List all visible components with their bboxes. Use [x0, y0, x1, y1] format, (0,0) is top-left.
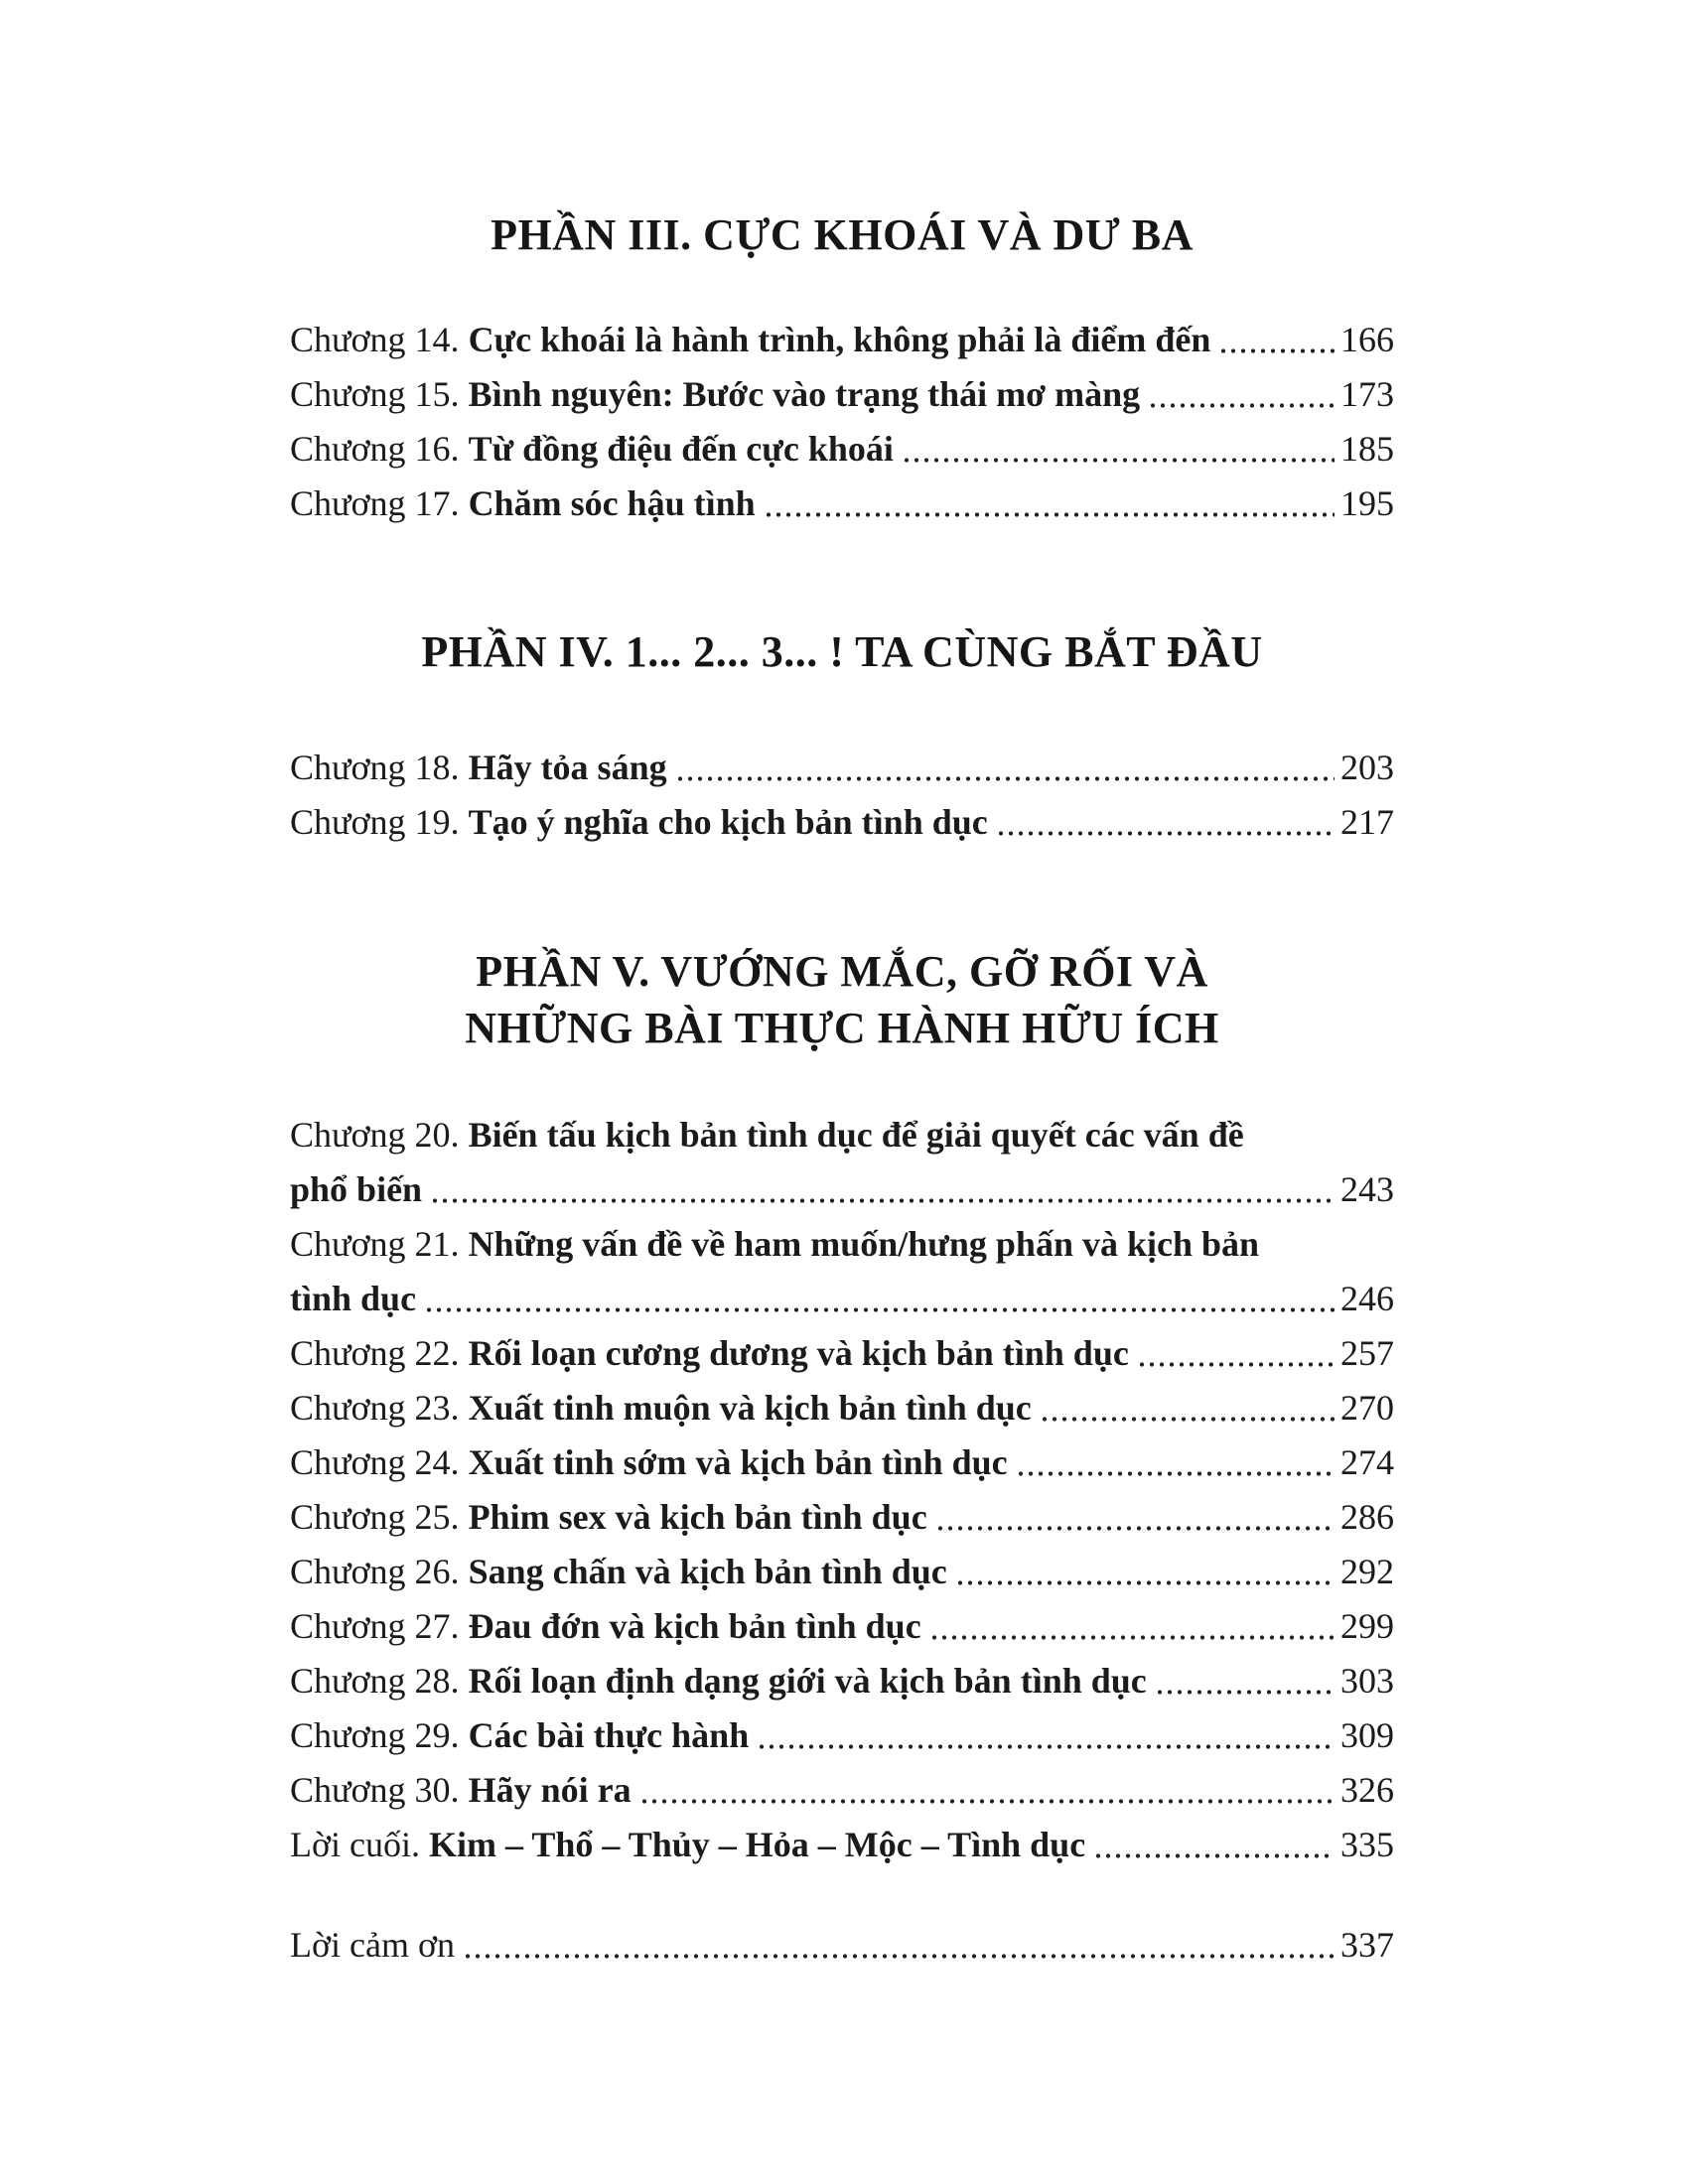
chapter-title: Hãy tỏa sáng — [468, 748, 667, 787]
dot-leader — [1091, 1818, 1335, 1872]
dot-leader — [953, 1545, 1335, 1599]
entry-line — [290, 477, 1394, 531]
chapter-label: Chương 14. — [290, 320, 469, 359]
chapter-title: Các bài thực hành — [468, 1715, 750, 1755]
dot-leader — [755, 1708, 1335, 1763]
page-number: 246 — [1340, 1279, 1394, 1318]
toc-section — [290, 623, 1394, 850]
toc-entry — [290, 477, 1394, 531]
toc-entry — [290, 1763, 1394, 1818]
chapter-title-continued: phổ biến — [290, 1169, 423, 1209]
entry-line — [290, 795, 1394, 850]
entry-line-2 — [290, 1272, 1394, 1326]
chapter-label: Chương 16. — [290, 429, 469, 469]
chapter-title: Biến tấu kịch bản tình dục để giải quyết các vấn đề — [468, 1115, 1244, 1155]
page-number: 203 — [1340, 748, 1394, 787]
page-number: 257 — [1340, 1333, 1394, 1373]
toc-entry — [290, 422, 1394, 477]
entry-line — [290, 1599, 1394, 1654]
chapter-label: Chương 27. — [290, 1606, 469, 1646]
chapter-title: Tạo ý nghĩa cho kịch bản tình dục — [468, 802, 988, 842]
toc-section — [290, 943, 1394, 1872]
page-number: 173 — [1340, 374, 1394, 414]
chapter-title: Rối loạn định dạng giới và kịch bản tình dục — [468, 1661, 1147, 1701]
chapter-label: Chương 30. — [290, 1770, 469, 1810]
chapter-title-continued: tình dục — [290, 1279, 417, 1318]
chapter-title: Cực khoái là hành trình, không phải là điểm đến — [468, 320, 1211, 359]
chapter-label: Chương 24. — [290, 1442, 469, 1482]
entry-line — [290, 1918, 1394, 1973]
chapter-label: Chương 18. — [290, 748, 469, 787]
page-number: 166 — [1340, 320, 1394, 359]
page-number: 286 — [1340, 1497, 1394, 1537]
entry-line — [290, 1545, 1394, 1599]
page-number: 274 — [1340, 1442, 1394, 1482]
entry-line — [290, 367, 1394, 422]
chapter-title: Rối loạn cương dương và kịch bản tình dục — [468, 1333, 1129, 1373]
dot-leader — [637, 1763, 1335, 1818]
toc-entry — [290, 1708, 1394, 1763]
toc-entry — [290, 1599, 1394, 1654]
page-number: 335 — [1340, 1825, 1394, 1864]
section-heading-line: PHẦN IV. 1... 2... 3... ! TA CÙNG BẮT ĐẦU — [421, 627, 1263, 676]
page-number: 292 — [1340, 1552, 1394, 1591]
entry-line-1 — [290, 1217, 1394, 1272]
dot-leader — [1216, 313, 1335, 367]
toc-entry — [290, 1108, 1394, 1217]
chapter-label: Chương 28. — [290, 1661, 469, 1701]
section-heading — [290, 623, 1394, 680]
chapter-title: Những vấn đề về ham muốn/hưng phấn và kịch bản — [468, 1224, 1260, 1264]
page-number: 217 — [1340, 802, 1394, 842]
dot-leader — [927, 1599, 1335, 1654]
toc-entry — [290, 1918, 1394, 1973]
entry-line — [290, 1708, 1394, 1763]
chapter-label: Chương 26. — [290, 1552, 469, 1591]
toc-entries — [290, 1918, 1394, 1973]
entry-line — [290, 422, 1394, 477]
entry-line — [290, 1326, 1394, 1381]
chapter-title: Sang chấn và kịch bản tình dục — [468, 1552, 947, 1591]
chapter-label: Chương 29. — [290, 1715, 469, 1755]
chapter-title: Phim sex và kịch bản tình dục — [468, 1497, 927, 1537]
dot-leader — [762, 477, 1335, 531]
chapter-title: Xuất tinh sớm và kịch bản tình dục — [468, 1442, 1008, 1482]
toc-entry — [290, 1435, 1394, 1490]
toc-entry — [290, 367, 1394, 422]
page-number: 303 — [1340, 1661, 1394, 1701]
chapter-label: Chương 21. — [290, 1224, 469, 1264]
toc-entry — [290, 1326, 1394, 1381]
section-heading — [290, 206, 1394, 263]
toc-entries — [290, 741, 1394, 850]
toc-entry — [290, 1490, 1394, 1545]
toc-entries — [290, 1108, 1394, 1872]
chapter-label: Chương 23. — [290, 1388, 469, 1428]
dot-leader — [422, 1272, 1335, 1326]
entry-line — [290, 1763, 1394, 1818]
entry-line — [290, 741, 1394, 795]
chapter-title: Đau đớn và kịch bản tình dục — [468, 1606, 921, 1646]
dot-leader — [1146, 367, 1335, 422]
entry-line — [290, 1435, 1394, 1490]
dot-leader — [1135, 1326, 1335, 1381]
entry-line-1 — [290, 1108, 1394, 1162]
entry-line — [290, 313, 1394, 367]
chapter-label: Chương 22. — [290, 1333, 469, 1373]
entry-line — [290, 1654, 1394, 1708]
chapter-title: Xuất tinh muộn và kịch bản tình dục — [468, 1388, 1032, 1428]
chapter-label: Chương 15. — [290, 374, 469, 414]
entry-line — [290, 1818, 1394, 1872]
toc-entry — [290, 1545, 1394, 1599]
entry-line — [290, 1381, 1394, 1435]
chapter-label: Chương 17. — [290, 483, 469, 523]
toc-section — [290, 1918, 1394, 1973]
page-number: 185 — [1340, 429, 1394, 469]
section-heading-line: PHẦN V. VƯỚNG MẮC, GỠ RỐI VÀ — [476, 947, 1208, 996]
toc-entry — [290, 1654, 1394, 1708]
toc-entries — [290, 313, 1394, 531]
page-number: 326 — [1340, 1770, 1394, 1810]
entry-line-2 — [290, 1162, 1394, 1217]
table-of-contents — [290, 0, 1394, 1973]
section-heading-line: PHẦN III. CỰC KHOÁI VÀ DƯ BA — [491, 210, 1194, 259]
toc-entry — [290, 1818, 1394, 1872]
dot-leader — [900, 422, 1335, 477]
chapter-label: Lời cuối. — [290, 1825, 430, 1864]
chapter-label: Chương 19. — [290, 802, 469, 842]
dot-leader — [1153, 1654, 1335, 1708]
dot-leader — [1014, 1435, 1335, 1490]
page-number: 195 — [1340, 483, 1394, 523]
section-heading — [290, 943, 1394, 1056]
entry-line — [290, 1490, 1394, 1545]
chapter-title: Từ đồng điệu đến cực khoái — [468, 429, 894, 469]
chapter-title: Chăm sóc hậu tình — [468, 483, 756, 523]
dot-leader — [994, 795, 1335, 850]
chapter-title: Kim – Thổ – Thủy – Hỏa – Mộc – Tình dục — [429, 1825, 1086, 1864]
toc-section — [290, 206, 1394, 531]
dot-leader — [428, 1162, 1335, 1217]
dot-leader — [933, 1490, 1335, 1545]
toc-entry — [290, 1217, 1394, 1326]
dot-leader — [673, 741, 1335, 795]
page-number: 243 — [1340, 1169, 1394, 1209]
chapter-title: Hãy nói ra — [468, 1770, 632, 1810]
chapter-label: Chương 25. — [290, 1497, 469, 1537]
chapter-label: Lời cảm ơn — [290, 1925, 456, 1965]
page-number: 299 — [1340, 1606, 1394, 1646]
chapter-title: Bình nguyên: Bước vào trạng thái mơ màng — [468, 374, 1141, 414]
toc-entry — [290, 741, 1394, 795]
chapter-label: Chương 20. — [290, 1115, 469, 1155]
page-number: 309 — [1340, 1715, 1394, 1755]
dot-leader — [1038, 1381, 1335, 1435]
page-number: 337 — [1340, 1925, 1394, 1965]
dot-leader — [461, 1918, 1335, 1973]
page-number: 270 — [1340, 1388, 1394, 1428]
toc-entry — [290, 795, 1394, 850]
toc-entry — [290, 313, 1394, 367]
toc-entry — [290, 1381, 1394, 1435]
section-heading-line: NHỮNG BÀI THỰC HÀNH HỮU ÍCH — [465, 1004, 1219, 1052]
